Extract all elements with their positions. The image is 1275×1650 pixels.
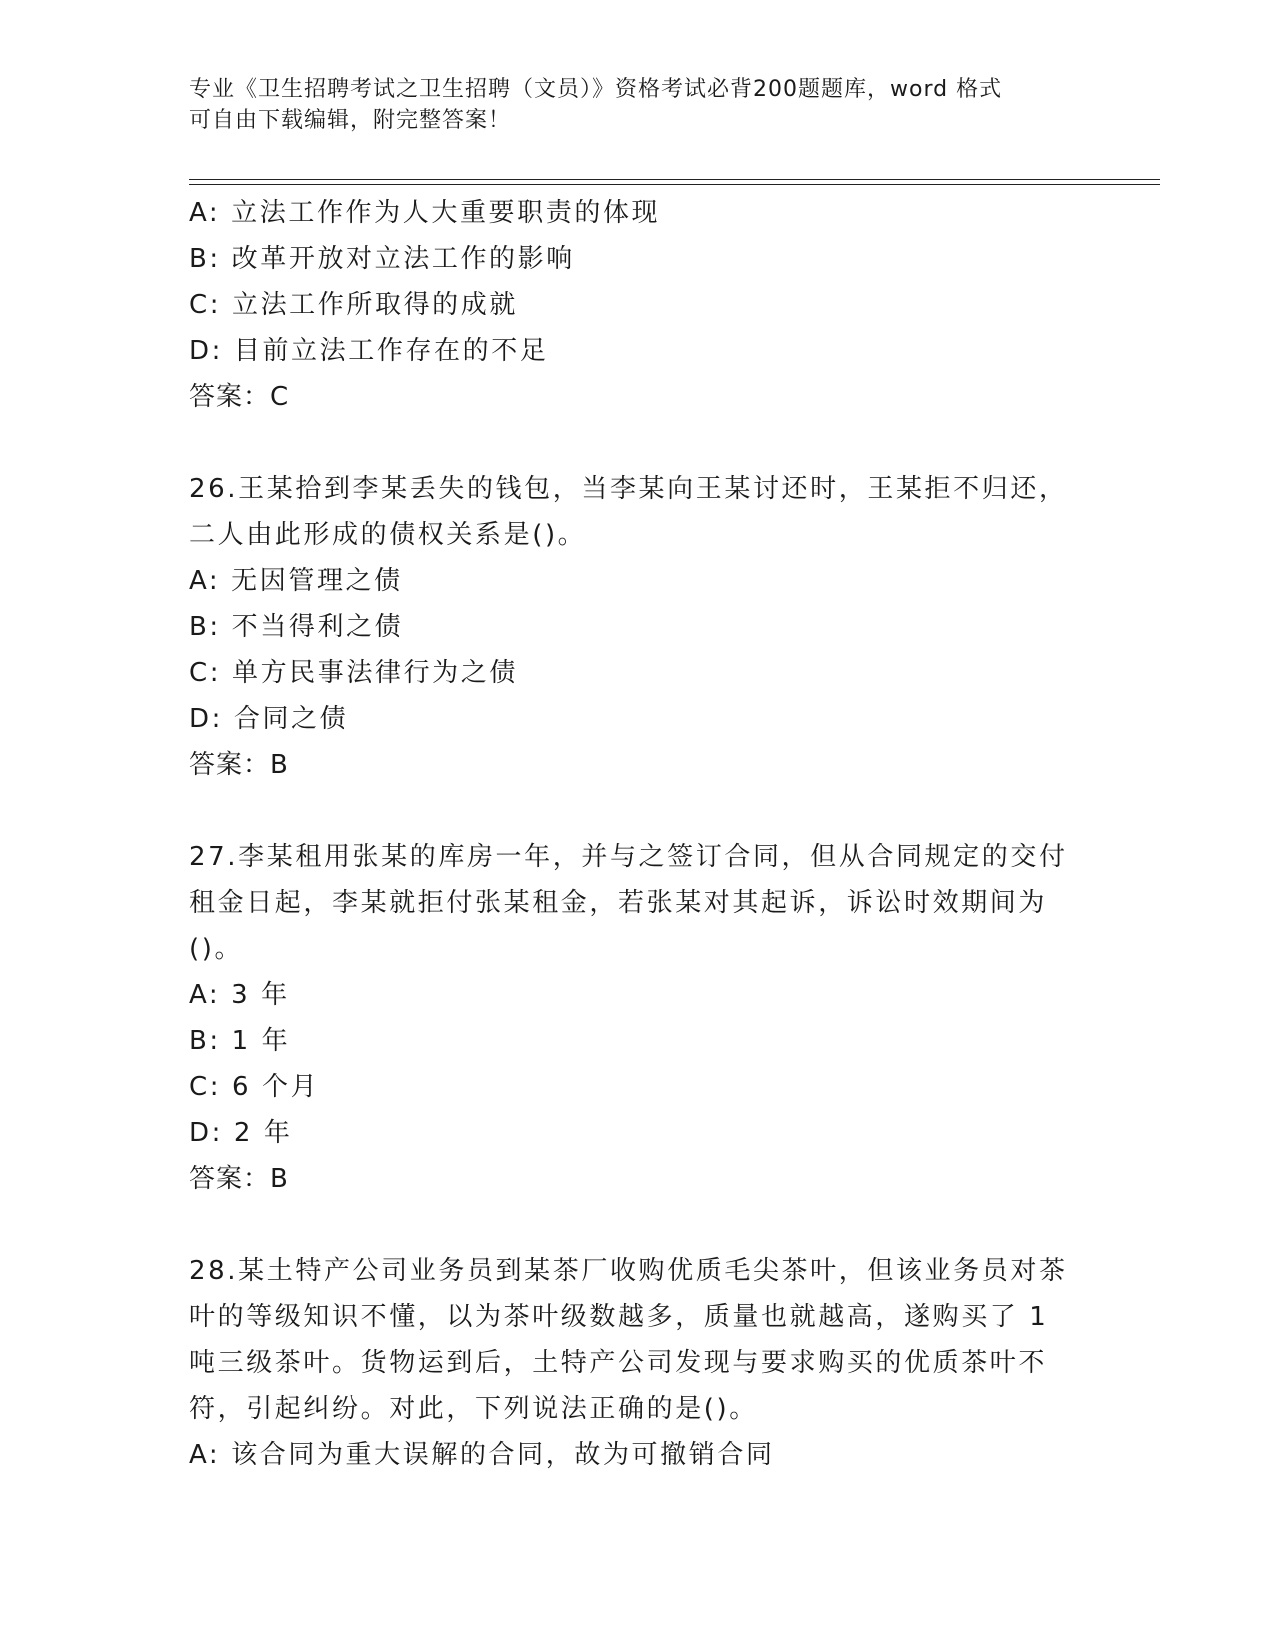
question-line: ()。: [189, 934, 244, 964]
header-title-line-2: 可自由下载编辑，附完整答案！: [189, 108, 512, 133]
question-body: [189, 190, 1089, 1478]
option-line: A: 无因管理之债: [189, 566, 403, 596]
option-line: B: 不当得利之债: [189, 612, 404, 642]
answer-line: 答案：B: [189, 1164, 289, 1194]
question-line: 28.某土特产公司业务员到某茶厂收购优质毛尖茶叶，但该业务员对茶: [189, 1256, 1068, 1286]
option-line: D: 合同之债: [189, 704, 349, 734]
question-line: 租金日起，李某就拒付张某租金，若张某对其起诉，诉讼时效期间为: [189, 888, 1048, 918]
question-line: 吨三级茶叶。货物运到后，土特产公司发现与要求购买的优质茶叶不: [189, 1348, 1048, 1378]
question-line: 二人由此形成的债权关系是()。: [189, 520, 587, 550]
question-line: 27.李某租用张某的库房一年，并与之签订合同，但从合同规定的交付: [189, 842, 1068, 872]
answer-line: 答案：B: [189, 750, 289, 780]
option-line: D: 目前立法工作存在的不足: [189, 336, 549, 366]
option-line: C: 6 个月: [189, 1072, 320, 1102]
option-line: A: 立法工作作为人大重要职责的体现: [189, 198, 661, 228]
option-line: D: 2 年: [189, 1118, 293, 1148]
header-divider-top: [189, 179, 1160, 180]
answer-line: 答案：C: [189, 382, 290, 412]
paragraph-gap: [189, 788, 1089, 834]
question-line: 符，引起纠纷。对此，下列说法正确的是()。: [189, 1394, 758, 1424]
paragraph-gap: [189, 1202, 1089, 1248]
question-line: 叶的等级知识不懂，以为茶叶级数越多，质量也就越高，遂购买了 1: [189, 1302, 1049, 1332]
paragraph-gap: [189, 420, 1089, 466]
option-line: A: 3 年: [189, 980, 290, 1010]
option-line: C: 立法工作所取得的成就: [189, 290, 518, 320]
header-divider-bottom: [189, 184, 1160, 185]
option-line: A: 该合同为重大误解的合同，故为可撤销合同: [189, 1440, 775, 1470]
option-line: B: 改革开放对立法工作的影响: [189, 244, 575, 274]
header-title-line-1: 专业《卫生招聘考试之卫生招聘（文员）》资格考试必背200题题库，word 格式: [189, 77, 1003, 102]
option-line: C: 单方民事法律行为之债: [189, 658, 518, 688]
option-line: B: 1 年: [189, 1026, 291, 1056]
document-header: [189, 74, 1089, 136]
question-line: 26.王某拾到李某丢失的钱包，当李某向王某讨还时，王某拒不归还，: [189, 474, 1068, 504]
